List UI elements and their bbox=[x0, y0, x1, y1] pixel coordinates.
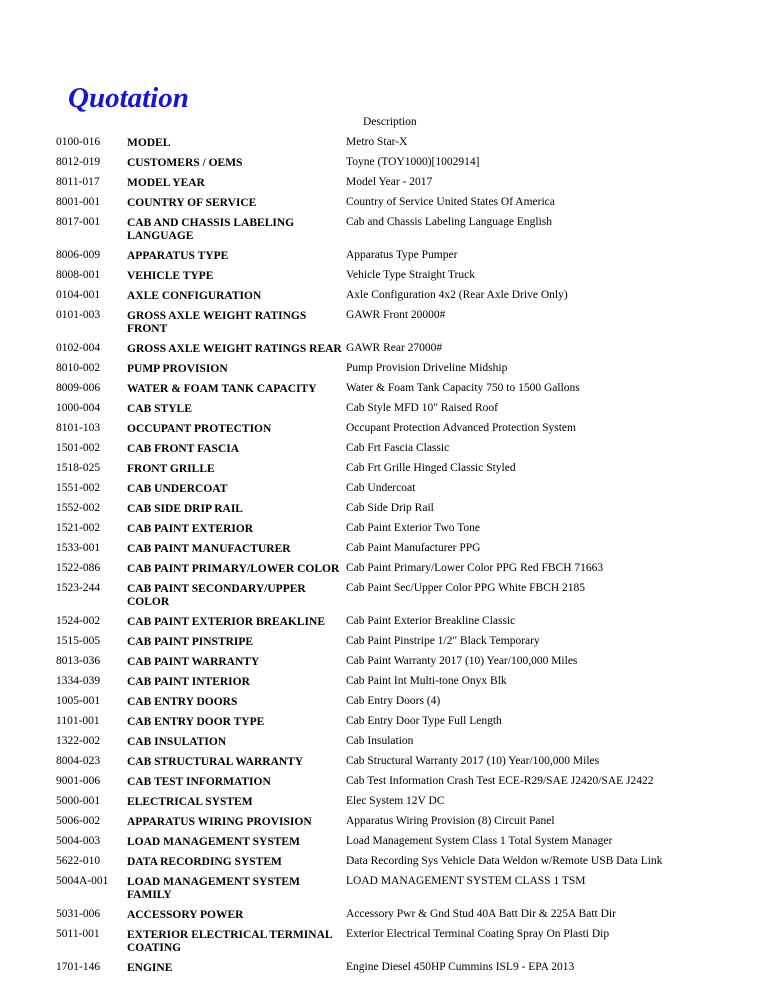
line-item-row bbox=[56, 752, 756, 772]
line-item-code: 5004-003 bbox=[56, 835, 101, 847]
line-item-code: 8011-017 bbox=[56, 176, 100, 188]
line-item-description: Vehicle Type Straight Truck bbox=[346, 269, 475, 281]
line-item-code: 9001-006 bbox=[56, 775, 101, 787]
line-item-description: Cab Undercoat bbox=[346, 482, 416, 494]
line-item-description: Cab Entry Door Type Full Length bbox=[346, 715, 502, 727]
line-item-code: 1518-025 bbox=[56, 462, 101, 474]
line-item-description: Apparatus Wiring Provision (8) Circuit Panel bbox=[346, 815, 555, 827]
line-item-row bbox=[56, 173, 756, 193]
line-item-code: 8009-006 bbox=[56, 382, 101, 394]
line-item-description: Cab Structural Warranty 2017 (10) Year/100,000 Miles bbox=[346, 755, 600, 767]
line-item-row bbox=[56, 672, 756, 692]
line-item-description: Cab Paint Int Multi-tone Onyx Blk bbox=[346, 675, 507, 687]
line-item-code: 1552-002 bbox=[56, 502, 101, 514]
line-item-code: 1522-086 bbox=[56, 562, 101, 574]
line-item-code: 0102-004 bbox=[56, 342, 101, 354]
line-item-code: 8012-019 bbox=[56, 156, 101, 168]
line-item-name: CAB PAINT PINSTRIPE bbox=[127, 636, 254, 648]
line-item-description: Model Year - 2017 bbox=[346, 176, 433, 188]
line-item-code: 8008-001 bbox=[56, 269, 101, 281]
line-item-row bbox=[56, 692, 756, 712]
line-item-row bbox=[56, 286, 756, 306]
line-item-code: 1515-005 bbox=[56, 635, 101, 647]
line-item-row bbox=[56, 852, 756, 872]
line-item-name: LOAD MANAGEMENT SYSTEM bbox=[127, 836, 300, 848]
line-item-code: 8017-001 bbox=[56, 216, 101, 228]
line-item-name: CAB PAINT WARRANTY bbox=[127, 656, 260, 668]
line-item-row bbox=[56, 379, 756, 399]
line-item-name: EXTERIOR ELECTRICAL TERMINAL COATING bbox=[127, 929, 332, 954]
line-item-code: 8004-023 bbox=[56, 755, 101, 767]
line-item-row bbox=[56, 439, 756, 459]
line-item-name: APPARATUS WIRING PROVISION bbox=[127, 816, 312, 828]
line-item-description: Cab Paint Sec/Upper Color PPG White FBCH 2185 bbox=[346, 582, 586, 594]
line-item-description: Cab Test Information Crash Test ECE-R29/SAE J2420/SAE J2422 bbox=[346, 775, 654, 787]
line-item-description: Cab Paint Manufacturer PPG bbox=[346, 542, 481, 554]
line-item-code: 1005-001 bbox=[56, 695, 101, 707]
line-item-row bbox=[56, 519, 756, 539]
line-item-name: CAB ENTRY DOOR TYPE bbox=[127, 716, 265, 728]
line-item-row bbox=[56, 539, 756, 559]
line-item-name: LOAD MANAGEMENT SYSTEM FAMILY bbox=[127, 876, 300, 901]
line-item-row bbox=[56, 499, 756, 519]
line-item-row bbox=[56, 632, 756, 652]
line-item-description: Exterior Electrical Terminal Coating Spray On Plasti Dip bbox=[346, 928, 610, 940]
line-item-code: 8013-036 bbox=[56, 655, 101, 667]
line-item-row bbox=[56, 419, 756, 439]
line-item-description: Data Recording Sys Vehicle Data Weldon w/Remote USB Data Link bbox=[346, 855, 663, 867]
line-item-name: ACCESSORY POWER bbox=[127, 909, 244, 921]
line-item-name: COUNTRY OF SERVICE bbox=[127, 197, 257, 209]
line-item-name: CAB SIDE DRIP RAIL bbox=[127, 503, 243, 515]
line-item-name: WATER & FOAM TANK CAPACITY bbox=[127, 383, 317, 395]
line-item-name: VEHICLE TYPE bbox=[127, 270, 214, 282]
line-item-code: 1322-002 bbox=[56, 735, 101, 747]
line-item-name: ENGINE bbox=[127, 962, 173, 974]
line-item-row bbox=[56, 479, 756, 499]
line-item-code: 5622-010 bbox=[56, 855, 101, 867]
line-item-row bbox=[56, 306, 756, 339]
line-item-code: 5006-002 bbox=[56, 815, 101, 827]
line-item-code: 1551-002 bbox=[56, 482, 101, 494]
line-item-description: Cab Paint Warranty 2017 (10) Year/100,000 Miles bbox=[346, 655, 578, 667]
line-item-description: Water & Foam Tank Capacity 750 to 1500 Gallons bbox=[346, 382, 580, 394]
line-item-code: 0104-001 bbox=[56, 289, 101, 301]
line-item-name: GROSS AXLE WEIGHT RATINGS REAR bbox=[127, 343, 342, 355]
line-item-code: 1101-001 bbox=[56, 715, 100, 727]
line-item-description: Cab and Chassis Labeling Language English bbox=[346, 216, 553, 228]
line-item-description: GAWR Front 20000# bbox=[346, 309, 446, 321]
line-item-code: 1523-244 bbox=[56, 582, 101, 594]
line-item-name: PUMP PROVISION bbox=[127, 363, 228, 375]
line-item-description: Load Management System Class 1 Total System Manager bbox=[346, 835, 613, 847]
line-item-row bbox=[56, 958, 756, 978]
line-item-name: OCCUPANT PROTECTION bbox=[127, 423, 272, 435]
line-item-row bbox=[56, 359, 756, 379]
line-item-row bbox=[56, 772, 756, 792]
line-item-description: Cab Paint Exterior Two Tone bbox=[346, 522, 481, 534]
line-item-name: CAB PAINT MANUFACTURER bbox=[127, 543, 291, 555]
line-item-row bbox=[56, 832, 756, 852]
line-item-code: 1701-146 bbox=[56, 961, 101, 973]
line-item-row bbox=[56, 712, 756, 732]
line-item-name: APPARATUS TYPE bbox=[127, 250, 229, 262]
line-item-row bbox=[56, 266, 756, 286]
line-item-description: Cab Style MFD 10" Raised Roof bbox=[346, 402, 498, 414]
line-item-row bbox=[56, 812, 756, 832]
line-item-description: Country of Service United States Of America bbox=[346, 196, 555, 208]
line-item-description: Cab Entry Doors (4) bbox=[346, 695, 441, 707]
line-item-name: ELECTRICAL SYSTEM bbox=[127, 796, 253, 808]
line-item-code: 1501-002 bbox=[56, 442, 101, 454]
line-item-code: 1000-004 bbox=[56, 402, 101, 414]
line-item-code: 5004A-001 bbox=[56, 875, 109, 887]
line-item-description: Elec System 12V DC bbox=[346, 795, 445, 807]
line-item-code: 0101-003 bbox=[56, 309, 101, 321]
line-item-row bbox=[56, 459, 756, 479]
line-item-description: Cab Side Drip Rail bbox=[346, 502, 434, 514]
line-item-name: MODEL YEAR bbox=[127, 177, 205, 189]
line-item-row bbox=[56, 213, 756, 246]
line-item-row bbox=[56, 925, 756, 958]
line-item-name: AXLE CONFIGURATION bbox=[127, 290, 262, 302]
line-item-description: Metro Star-X bbox=[346, 136, 408, 148]
line-item-description: Cab Paint Primary/Lower Color PPG Red FBCH 71663 bbox=[346, 562, 604, 574]
line-item-description: Pump Provision Driveline Midship bbox=[346, 362, 508, 374]
line-item-name: DATA RECORDING SYSTEM bbox=[127, 856, 282, 868]
line-item-row bbox=[56, 792, 756, 812]
line-item-row bbox=[56, 905, 756, 925]
line-item-name: MODEL bbox=[127, 137, 171, 149]
line-item-description: Engine Diesel 450HP Cummins ISL9 - EPA 2013 bbox=[346, 961, 575, 973]
page-title: Quotation bbox=[68, 82, 189, 114]
line-item-code: 1334-039 bbox=[56, 675, 101, 687]
line-item-name: CAB PAINT SECONDARY/UPPER COLOR bbox=[127, 583, 306, 608]
description-column-header: Description bbox=[363, 116, 417, 128]
line-item-name: CAB PAINT EXTERIOR BREAKLINE bbox=[127, 616, 325, 628]
line-item-row bbox=[56, 732, 756, 752]
line-item-row bbox=[56, 339, 756, 359]
line-item-name: CAB ENTRY DOORS bbox=[127, 696, 238, 708]
line-item-row bbox=[56, 153, 756, 173]
line-item-description: LOAD MANAGEMENT SYSTEM CLASS 1 TSM bbox=[346, 875, 586, 887]
line-item-description: Apparatus Type Pumper bbox=[346, 249, 458, 261]
line-item-code: 1524-002 bbox=[56, 615, 101, 627]
line-item-name: CAB INSULATION bbox=[127, 736, 227, 748]
line-item-description: Cab Frt Fascia Classic bbox=[346, 442, 450, 454]
line-item-code: 1533-001 bbox=[56, 542, 101, 554]
line-item-row bbox=[56, 193, 756, 213]
line-item-code: 8001-001 bbox=[56, 196, 101, 208]
line-item-name: CAB UNDERCOAT bbox=[127, 483, 228, 495]
line-item-description: Cab Paint Exterior Breakline Classic bbox=[346, 615, 516, 627]
line-item-name: CAB STYLE bbox=[127, 403, 192, 415]
line-item-name: CAB PAINT PRIMARY/LOWER COLOR bbox=[127, 563, 340, 575]
line-item-code: 5011-001 bbox=[56, 928, 100, 940]
quotation-line-items bbox=[56, 133, 756, 978]
line-item-name: CAB FRONT FASCIA bbox=[127, 443, 240, 455]
line-item-description: Cab Frt Grille Hinged Classic Styled bbox=[346, 462, 516, 474]
line-item-description: GAWR Rear 27000# bbox=[346, 342, 443, 354]
line-item-description: Cab Paint Pinstripe 1/2" Black Temporary bbox=[346, 635, 540, 647]
line-item-description: Axle Configuration 4x2 (Rear Axle Drive Only) bbox=[346, 289, 568, 301]
line-item-name: GROSS AXLE WEIGHT RATINGS FRONT bbox=[127, 310, 307, 335]
line-item-row bbox=[56, 579, 756, 612]
line-item-name: CAB TEST INFORMATION bbox=[127, 776, 271, 788]
line-item-description: Accessory Pwr & Gnd Stud 40A Batt Dir & 225A Batt Dir bbox=[346, 908, 616, 920]
line-item-description: Occupant Protection Advanced Protection System bbox=[346, 422, 576, 434]
line-item-row bbox=[56, 559, 756, 579]
line-item-code: 5031-006 bbox=[56, 908, 101, 920]
line-item-code: 5000-001 bbox=[56, 795, 101, 807]
line-item-name: CAB PAINT INTERIOR bbox=[127, 676, 250, 688]
line-item-code: 8010-002 bbox=[56, 362, 101, 374]
line-item-row bbox=[56, 133, 756, 153]
line-item-description: Toyne (TOY1000)[1002914] bbox=[346, 156, 480, 168]
line-item-code: 1521-002 bbox=[56, 522, 101, 534]
line-item-name: CAB PAINT EXTERIOR bbox=[127, 523, 254, 535]
line-item-code: 8006-009 bbox=[56, 249, 101, 261]
line-item-name: CUSTOMERS / OEMS bbox=[127, 157, 243, 169]
line-item-row bbox=[56, 612, 756, 632]
line-item-name: CAB STRUCTURAL WARRANTY bbox=[127, 756, 304, 768]
line-item-row bbox=[56, 246, 756, 266]
line-item-code: 0100-016 bbox=[56, 136, 101, 148]
line-item-code: 8101-103 bbox=[56, 422, 101, 434]
line-item-row bbox=[56, 399, 756, 419]
line-item-description: Cab Insulation bbox=[346, 735, 414, 747]
line-item-row bbox=[56, 652, 756, 672]
line-item-name: CAB AND CHASSIS LABELING LANGUAGE bbox=[127, 217, 295, 242]
line-item-name: FRONT GRILLE bbox=[127, 463, 215, 475]
line-item-row bbox=[56, 872, 756, 905]
